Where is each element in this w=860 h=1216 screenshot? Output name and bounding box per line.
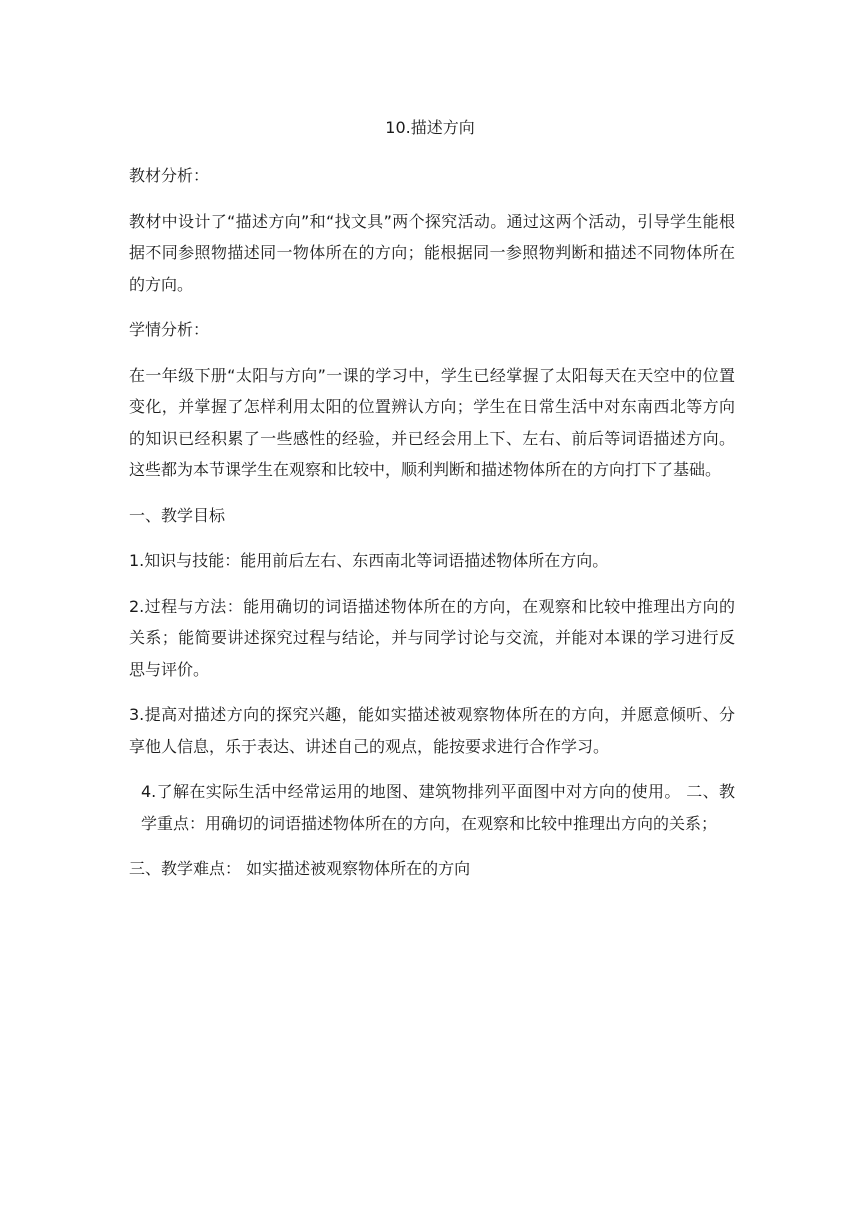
section-heading-teaching-goals: 一、教学目标 [129,505,226,525]
goal-item-interest: 3.提高对描述方向的探究兴趣，能如实描述被观察物体所在的方向，并愿意倾听、分享他人信息，乐于表达、讲述自己的观点，能按要求进行合作学习。 [129,705,735,756]
section-difficulties: 三、教学难点： 如实描述被观察物体所在的方向 [129,859,471,878]
paragraph-textbook-analysis: 教材中设计了“描述方向”和“找文具”两个探究活动。通过这两个活动，引导学生能根据不同参照物描述同一物体所在的方向；能根据同一参照物判断和描述不同物体所在的方向。 [129,211,735,294]
section-heading-textbook-analysis: 教材分析： [129,166,210,185]
section-heading-student-analysis: 学情分析： [129,320,210,339]
goal-item-application-and-key-points: 4.了解在实际生活中经常运用的地图、建筑物排列平面图中对方向的使用。 二、教学重点：用确切的词语描述物体所在的方向，在观察和比较中推理出方向的关系； [141,782,735,833]
document-body [129,160,735,899]
document-title: 10.描述方向 [385,118,475,137]
goal-item-process: 2.过程与方法：能用确切的词语描述物体所在的方向，在观察和比较中推理出方向的关系；能简要讲述探究过程与结论，并与同学讨论与交流，并能对本课的学习进行反思与评价。 [129,596,735,679]
goal-item-knowledge: 1.知识与技能：能用前后左右、东西南北等词语描述物体所在方向。 [129,551,609,570]
paragraph-student-analysis: 在一年级下册“太阳与方向”一课的学习中，学生已经掌握了太阳每天在天空中的位置变化，并掌握了怎样利用太阳的位置辨认方向；学生在日常生活中对东南西北等方向的知识已经积累了一些感性的经验，并已经会用上下、左右、前后等词语描述方向。这些都为本节课学生在观察和比较中，顺利判断和描述物体所在的方向打下了基础。 [129,365,735,479]
